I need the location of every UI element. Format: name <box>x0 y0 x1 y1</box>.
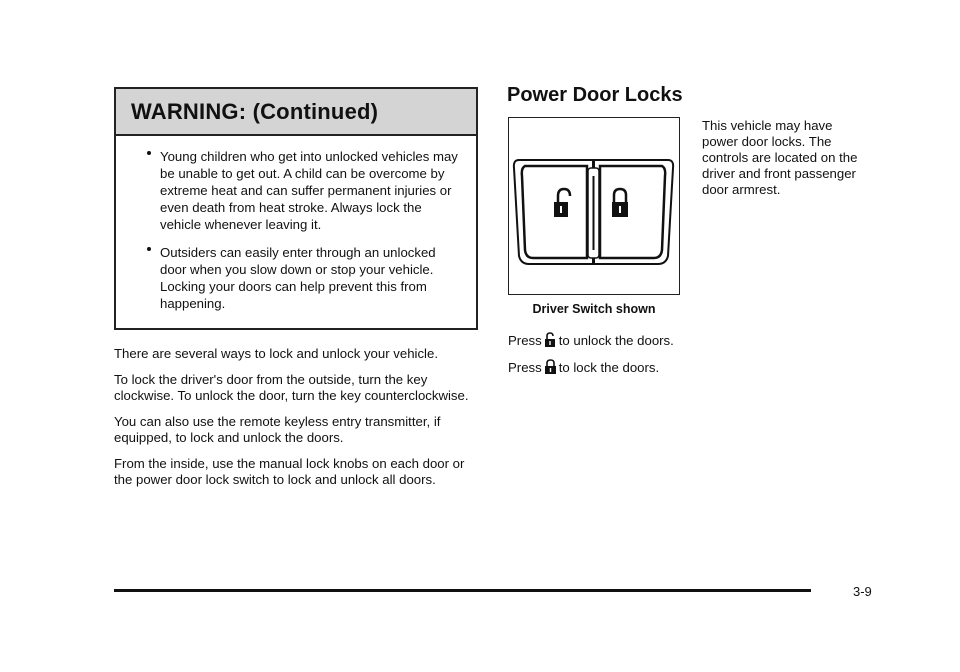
paragraph: To lock the driver's door from the outside, turn the key clockwise. To unlock the door, turn the key counterclockwise. <box>114 372 469 403</box>
press-label: Press <box>508 332 542 348</box>
warning-title: WARNING: (Continued) <box>131 98 379 124</box>
warning-header <box>116 89 476 136</box>
unlock-instruction <box>508 332 674 348</box>
door-lock-switch-figure <box>508 117 680 295</box>
paragraph: There are several ways to lock and unlock your vehicle. <box>114 346 438 361</box>
warning-box <box>114 87 478 330</box>
section-title: Power Door Locks <box>507 84 683 106</box>
warning-bullet: Outsiders can easily enter through an unlocked door when you slow down or stop your vehicle. Locking your doors can help prevent this from happening. <box>160 244 462 312</box>
paragraph: You can also use the remote keyless entry transmitter, if equipped, to lock and unlock the doors. <box>114 414 441 445</box>
door-lock-switch-illustration <box>509 118 678 293</box>
warning-bullet: Young children who get into unlocked vehicles may be unable to get out. A child can be overcome by extreme heat and can suffer permanent injuries or even death from heat stroke. Always lock the vehicle whenever leaving it. <box>160 148 462 233</box>
figure-caption: Driver Switch shown <box>532 302 656 316</box>
lock-icon <box>544 359 557 375</box>
footer-rule <box>114 589 811 592</box>
left-column-text <box>114 346 482 498</box>
page-number: 3-9 <box>853 584 872 599</box>
lock-instruction <box>508 359 659 375</box>
lock-text: to lock the doors. <box>558 359 660 375</box>
paragraph: From the inside, use the manual lock knobs on each door or the power door lock switch to lock and unlock all doors. <box>114 456 465 487</box>
warning-list <box>116 136 476 312</box>
power-locks-description: This vehicle may have power door locks. The controls are located on the driver and front passenger door armrest. <box>702 118 858 197</box>
press-label: Press <box>508 359 542 375</box>
unlock-text: to unlock the doors. <box>558 332 674 348</box>
unlock-icon <box>544 332 557 348</box>
